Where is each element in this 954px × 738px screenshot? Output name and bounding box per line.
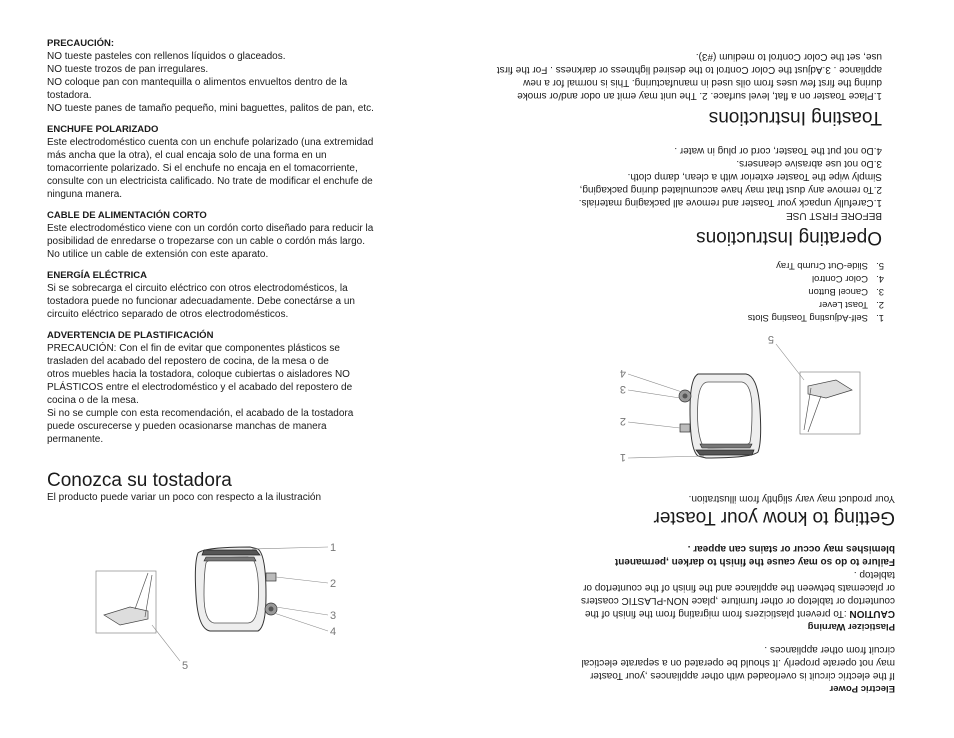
parts-list bbox=[584, 259, 884, 324]
operating-body: 1.Carefully unpack your Toaster and remove all packaging materials. 2.To remove any dust that may have accumulated during packaging, Simply wipe the Toaster exterior with a clean, damp cloth. 3.Do not use abrasive cleansers. 4.Do not put the Toaster, cord or plug in water . bbox=[578, 145, 882, 208]
section-body: If the electric circuit is overloaded with other appliances ,your Toaster may not operate properly .It should be operated on a separate electical circuit from other appliances . bbox=[581, 644, 895, 681]
callout-4: 4 bbox=[330, 626, 337, 638]
section-heading: ENERGÍA ELÉCTRICA bbox=[47, 270, 147, 281]
spanish-warnings bbox=[47, 38, 457, 446]
section-heading: CABLE DE ALIMENTACIÓN CORTO bbox=[47, 210, 207, 221]
section-heading: ADVERTENCIA DE PLASTIFICACIÓN bbox=[47, 330, 214, 341]
section-advertencia bbox=[47, 330, 457, 446]
toasting-slots-icon bbox=[202, 550, 260, 555]
know-subtitle: Your product may vary slightly from illustration. bbox=[688, 493, 895, 504]
section-heading: Plasticizer Warning bbox=[807, 621, 895, 632]
section-heading: PRECAUCIÓN: bbox=[47, 38, 115, 49]
toaster-illustration bbox=[596, 330, 866, 470]
section-precaucion bbox=[47, 38, 457, 115]
callout-3: 3 bbox=[330, 610, 337, 622]
plasticizer-section bbox=[495, 542, 895, 632]
toast-lever-icon bbox=[266, 573, 276, 581]
list-item: 1. Self-Adjusting Toasting Slots bbox=[747, 312, 884, 323]
section-body: :To prevent plasticizers from migrating from the finish of the countertop or tabletop or other furniture ,place NON-PLASTIC coasters or placemats between the appliance and the finish of the countertop or tabletop . bbox=[580, 569, 895, 619]
section-body: NO tueste pasteles con rellenos líquidos o glaceados. NO tueste trozos de pan irregulares. NO coloque pan con mantequilla o alimentos envueltos dentro de la tostadora. NO tueste panes de tamaño pequeño, mini baguettes, palitos de pan, etc. bbox=[47, 51, 374, 114]
section-body: PRECAUCIÓN: Con el fin de evitar que componentes plásticos se trasladen del acabado del repostero de cocina, de la mesa o de otros muebles hacia la tostadora, coloque cubiertas o aisladores NO PLÁSTICOS entre el electrodoméstico y el acabado del repostero de cocina o de la mesa. Si no se cumple con esta recomendación, el acabado de la tostadora puede oscurecerse y pueden ocasionarse manchas de manera permanente. bbox=[47, 343, 354, 445]
section-bold-warning: Failure to do so may cause the finish to darken ,permanent blemishes may occur or stains can appear . bbox=[614, 543, 895, 567]
callout-5: 5 bbox=[182, 660, 189, 672]
callout-5: 5 bbox=[767, 333, 774, 345]
section-enchufe bbox=[47, 124, 457, 201]
before-first-use: BEFORE FIRST USE bbox=[786, 210, 882, 221]
operating-title: Operating Instructions bbox=[696, 227, 882, 248]
toaster-illustration bbox=[90, 535, 360, 675]
know-subtitle: El producto puede variar un poco con respecto a la ilustración bbox=[47, 492, 322, 503]
know-title: Getting to know your Toaster bbox=[653, 507, 895, 528]
english-page-rotated bbox=[477, 0, 954, 738]
know-title: Conozca su tostadora bbox=[47, 470, 232, 491]
list-item: 4. Color Control bbox=[812, 273, 884, 284]
caution-lead: CAUTION bbox=[849, 608, 895, 619]
list-item: 3. Cancel Button bbox=[808, 286, 884, 297]
toasting-body: 1.Place Toaster on a flat, level surface. 2. The unit may emit an odor and/or smoke during the first few uses from oils used in manufacturing. This is normal for a new appliance . 3.Adjust the Color Control to the desired lightness or darkness . For the first use, set the Color Control to medium (#3). bbox=[496, 51, 882, 101]
operating-section bbox=[502, 144, 882, 222]
section-energia bbox=[47, 270, 457, 321]
section-body: Este electrodoméstico viene con un cordón corto diseñado para reducir la posibilidad de enredarse o tropezarse con un cable o cordón más largo. No utilice un cable de extensión con este aparato. bbox=[47, 223, 374, 260]
english-page bbox=[477, 0, 954, 738]
list-item: 2. Toast Lever bbox=[818, 299, 884, 310]
section-heading: Electric Power bbox=[829, 683, 895, 694]
callout-4: 4 bbox=[619, 367, 626, 379]
toasting-title: Toasting Instructions bbox=[708, 107, 882, 128]
callout-2: 2 bbox=[330, 578, 337, 590]
electric-power-section bbox=[495, 643, 895, 694]
section-body: Si se sobrecarga el circuito eléctrico con otros electrodomésticos, la tostadora puede no funcionar adecuadamente. Debe conectárse a un circuito eléctrico separado de otros electrodomésticos. bbox=[47, 283, 355, 320]
section-cable bbox=[47, 210, 457, 261]
list-item: 5. Slide-Out Crumb Tray bbox=[776, 260, 884, 271]
section-body: Este electrodoméstico cuenta con un enchufe polarizado (una extremidad más ancha que la otra), el cual encaja solo de una forma en un tomacorriente polarizado. Si el enchufe no encaja en el tomacorriente, consulte con un electricista calificado. No trate de modificar el enchufe de ninguna manera. bbox=[47, 137, 374, 200]
toasting-slots-icon bbox=[696, 450, 754, 455]
section-heading: ENCHUFE POLARIZADO bbox=[47, 124, 159, 135]
callout-3: 3 bbox=[619, 383, 626, 395]
callout-1: 1 bbox=[330, 542, 337, 554]
toast-lever-icon bbox=[680, 424, 690, 432]
callout-2: 2 bbox=[619, 415, 626, 427]
callout-1: 1 bbox=[619, 451, 626, 463]
